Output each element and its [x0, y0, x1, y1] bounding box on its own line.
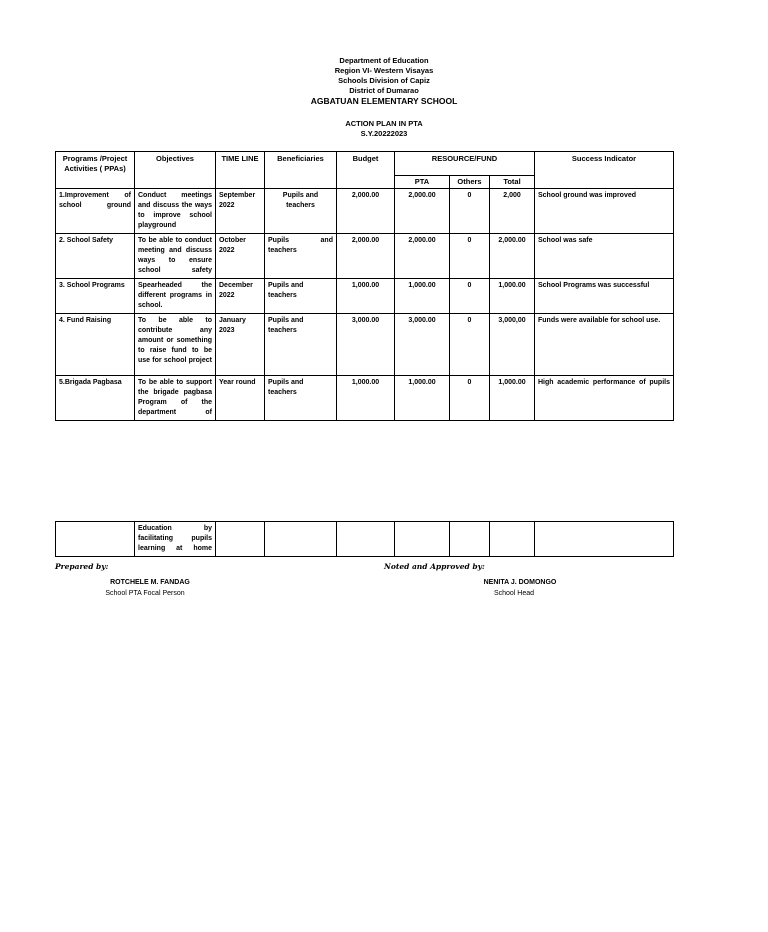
col-ppas: Programs /Project Activities ( PPAs)	[56, 152, 135, 189]
empty-cell	[337, 522, 395, 557]
plan-title: ACTION PLAN IN PTA	[345, 119, 423, 128]
col-others: Others	[450, 176, 490, 189]
indicator-cell: Funds were available for school use.	[535, 314, 674, 376]
table-row	[56, 314, 674, 376]
ppa-cell: 2. School Safety	[56, 234, 135, 279]
objectives-cell: Spearheaded the different programs in school.	[135, 279, 216, 314]
col-total: Total	[490, 176, 535, 189]
total-cell: 3,000,00	[490, 314, 535, 376]
col-timeline: TIME LINE	[216, 152, 265, 189]
objectives-cell: Conduct meetings and discuss the ways to improve school playground	[135, 189, 216, 234]
timeline-cell: October 2022	[216, 234, 265, 279]
total-cell: 1,000.00	[490, 279, 535, 314]
timeline-cell: September 2022	[216, 189, 265, 234]
document-header	[0, 56, 768, 106]
beneficiaries-cell: Pupils and teachers	[265, 279, 337, 314]
ppa-cell: 1.Improvement of school ground	[56, 189, 135, 234]
beneficiaries-cell: Pupils and teachers	[265, 189, 337, 234]
prepared-by-label: Prepared by:	[55, 562, 109, 571]
empty-cell	[395, 522, 450, 557]
timeline-cell: January 2023	[216, 314, 265, 376]
empty-cell	[216, 522, 265, 557]
ppa-cell: 3. School Programs	[56, 279, 135, 314]
region-line: Region VI- Western Visayas	[334, 66, 434, 75]
beneficiaries-cell: Pupils and teachers	[265, 234, 337, 279]
timeline-cell: December 2022	[216, 279, 265, 314]
indicator-cell: School ground was improved	[535, 189, 674, 234]
objectives-cell: To be able to contribute any amount or something to raise fund to be use for school project	[135, 314, 216, 376]
continuation-table	[55, 521, 674, 557]
header-row	[56, 152, 674, 176]
empty-cell	[535, 522, 674, 557]
table-row	[56, 522, 674, 557]
beneficiaries-cell: Pupils and teachers	[265, 314, 337, 376]
objectives-continuation-cell: Education by facilitating pupils learning at home	[135, 522, 216, 557]
col-beneficiaries: Beneficiaries	[265, 152, 337, 189]
approved-by-role: School Head	[493, 590, 535, 597]
total-cell: 2,000	[490, 189, 535, 234]
ppa-cell: 4. Fund Raising	[56, 314, 135, 376]
prepared-by-role: School PTA Focal Person	[105, 590, 185, 597]
table-row	[56, 376, 674, 421]
others-cell: 0	[450, 279, 490, 314]
total-cell: 2,000.00	[490, 234, 535, 279]
empty-cell	[265, 522, 337, 557]
pta-cell: 2,000.00	[395, 234, 450, 279]
col-resource: RESOURCE/FUND	[395, 152, 535, 176]
budget-cell: 3,000.00	[337, 314, 395, 376]
pta-cell: 1,000.00	[395, 376, 450, 421]
total-cell: 1,000.00	[490, 376, 535, 421]
others-cell: 0	[450, 314, 490, 376]
indicator-cell: High academic performance of pupils	[535, 376, 674, 421]
ppa-cell: 5.Brigada Pagbasa	[56, 376, 135, 421]
table-row	[56, 234, 674, 279]
empty-cell	[490, 522, 535, 557]
budget-cell: 2,000.00	[337, 189, 395, 234]
prepared-by-name: ROTCHELE M. FANDAG	[110, 579, 190, 586]
pta-cell: 3,000.00	[395, 314, 450, 376]
empty-cell	[450, 522, 490, 557]
col-pta: PTA	[395, 176, 450, 189]
school-name: AGBATUAN ELEMENTARY SCHOOL	[310, 96, 458, 106]
table-row	[56, 189, 674, 234]
empty-cell	[56, 522, 135, 557]
budget-cell: 2,000.00	[337, 234, 395, 279]
department-line: Department of Education	[339, 56, 429, 65]
table-row	[56, 279, 674, 314]
others-cell: 0	[450, 234, 490, 279]
indicator-cell: School was safe	[535, 234, 674, 279]
col-objectives: Objectives	[135, 152, 216, 189]
indicator-cell: School Programs was successful	[535, 279, 674, 314]
objectives-cell: To be able to support the brigade pagbasa Program of the department of	[135, 376, 216, 421]
pta-cell: 2,000.00	[395, 189, 450, 234]
others-cell: 0	[450, 189, 490, 234]
approved-by-name: NENITA J. DOMONGO	[483, 579, 557, 586]
budget-cell: 1,000.00	[337, 376, 395, 421]
col-budget: Budget	[337, 152, 395, 189]
others-cell: 0	[450, 376, 490, 421]
objectives-cell: To be able to conduct meeting and discuss ways to ensure school safety	[135, 234, 216, 279]
beneficiaries-cell: Pupils and teachers	[265, 376, 337, 421]
col-indicator: Success Indicator	[535, 152, 674, 189]
approved-by-label: Noted and Approved by:	[384, 562, 485, 571]
plan-title-block	[0, 119, 768, 139]
pta-cell: 1,000.00	[395, 279, 450, 314]
budget-cell: 1,000.00	[337, 279, 395, 314]
district-line: District of Dumarao	[349, 86, 419, 95]
action-plan-table	[55, 151, 674, 421]
timeline-cell: Year round	[216, 376, 265, 421]
school-year: S.Y.20222023	[360, 129, 408, 138]
division-line: Schools Division of Capiz	[338, 76, 430, 85]
